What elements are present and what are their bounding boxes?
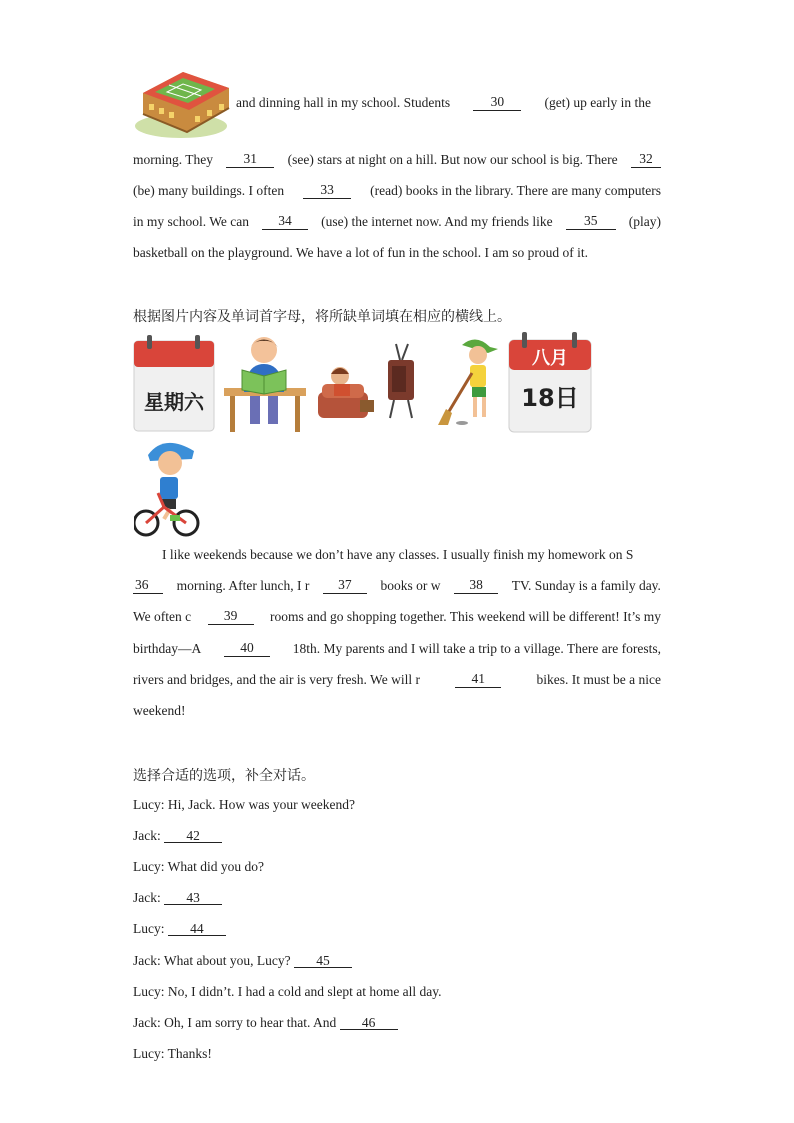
passage2-line6: weekend! — [133, 703, 186, 718]
passage2-line3: We often c 39 rooms and go shopping together. This weekend will be different! It’s my — [133, 608, 661, 624]
passage1-line2: morning. They 31 (see) stars at night on a hill. But now our school is big. There 32 — [133, 152, 661, 168]
dialogue-line-3: Lucy: What did you do? — [133, 859, 264, 874]
boy-sweeping-picture — [432, 335, 502, 427]
stadium-picture — [133, 58, 233, 140]
blank-44[interactable]: 44 — [168, 922, 226, 936]
blank-37[interactable]: 37 — [323, 578, 367, 594]
blank-33[interactable]: 33 — [303, 183, 351, 199]
passage2-line1: I like weekends because we don’t have any classes. I usually finish my homework on S — [162, 547, 634, 562]
calendar-day-text: 18日 — [521, 384, 579, 412]
blank-45[interactable]: 45 — [294, 954, 352, 968]
blank-35[interactable]: 35 — [566, 214, 616, 230]
dialogue-line-1: Lucy: Hi, Jack. How was your weekend? — [133, 797, 355, 812]
blank-31[interactable]: 31 — [226, 152, 274, 168]
passage1-line1: and dinning hall in my school. Students 30 (get) up early in the — [236, 94, 651, 110]
dialogue-line-9: Lucy: Thanks! — [133, 1046, 212, 1061]
blank-46[interactable]: 46 — [340, 1016, 398, 1030]
dialogue-line-7: Lucy: No, I didn’t. I had a cold and slept at home all day. — [133, 984, 442, 999]
dialogue-line-8: Jack: Oh, I am sorry to hear that. And 46 — [133, 1015, 398, 1031]
passage1-line4: in my school. We can 34 (use) the internet now. And my friends like 35 (play) — [133, 213, 661, 229]
dialogue-line-2: Jack: 42 — [133, 828, 222, 844]
passage2-line5: rivers and bridges, and the air is very fresh. We will r 41 bikes. It must be a nice — [133, 671, 661, 687]
calendar-august-18-picture — [508, 330, 592, 434]
blank-40[interactable]: 40 — [224, 641, 270, 657]
dialogue-line-4: Jack: 43 — [133, 890, 222, 906]
dialogue-line-5: Lucy: 44 — [133, 921, 226, 937]
passage1-line5: basketball on the playground. We have a lot of fun in the school. I am so proud of it. — [133, 245, 588, 260]
blank-38[interactable]: 38 — [454, 578, 498, 594]
blank-34[interactable]: 34 — [262, 214, 308, 230]
blank-30[interactable]: 30 — [473, 95, 521, 111]
blank-43[interactable]: 43 — [164, 891, 222, 905]
section2-instruction: 根据图片内容及单词首字母，将所缺单词填在相应的横线上。 — [133, 309, 511, 325]
passage2-line4: birthday—A 40 18th. My parents and I will take a trip to a village. There are forests, — [133, 640, 661, 656]
blank-32[interactable]: 32 — [631, 152, 661, 168]
section3-instruction: 选择合适的选项，补全对话。 — [133, 768, 315, 784]
passage1-line3: (be) many buildings. I often 33 (read) books in the library. There are many computers — [133, 182, 661, 198]
boy-watching-tv-picture — [316, 340, 418, 422]
calendar-saturday-picture — [133, 333, 215, 433]
boy-riding-bike-picture — [134, 433, 202, 539]
dialogue-line-6: Jack: What about you, Lucy? 45 — [133, 953, 352, 969]
blank-41[interactable]: 41 — [455, 672, 501, 688]
passage2-line2: 36 morning. After lunch, I r 37 books or w 38 TV. Sunday is a family day. — [135, 577, 661, 593]
calendar-month-text: 八月 — [532, 348, 568, 369]
boy-reading-picture — [220, 332, 310, 434]
blank-42[interactable]: 42 — [164, 829, 222, 843]
blank-39[interactable]: 39 — [208, 609, 254, 625]
calendar-saturday-text: 星期六 — [144, 390, 204, 414]
blank-36[interactable]: 36 — [133, 578, 163, 594]
